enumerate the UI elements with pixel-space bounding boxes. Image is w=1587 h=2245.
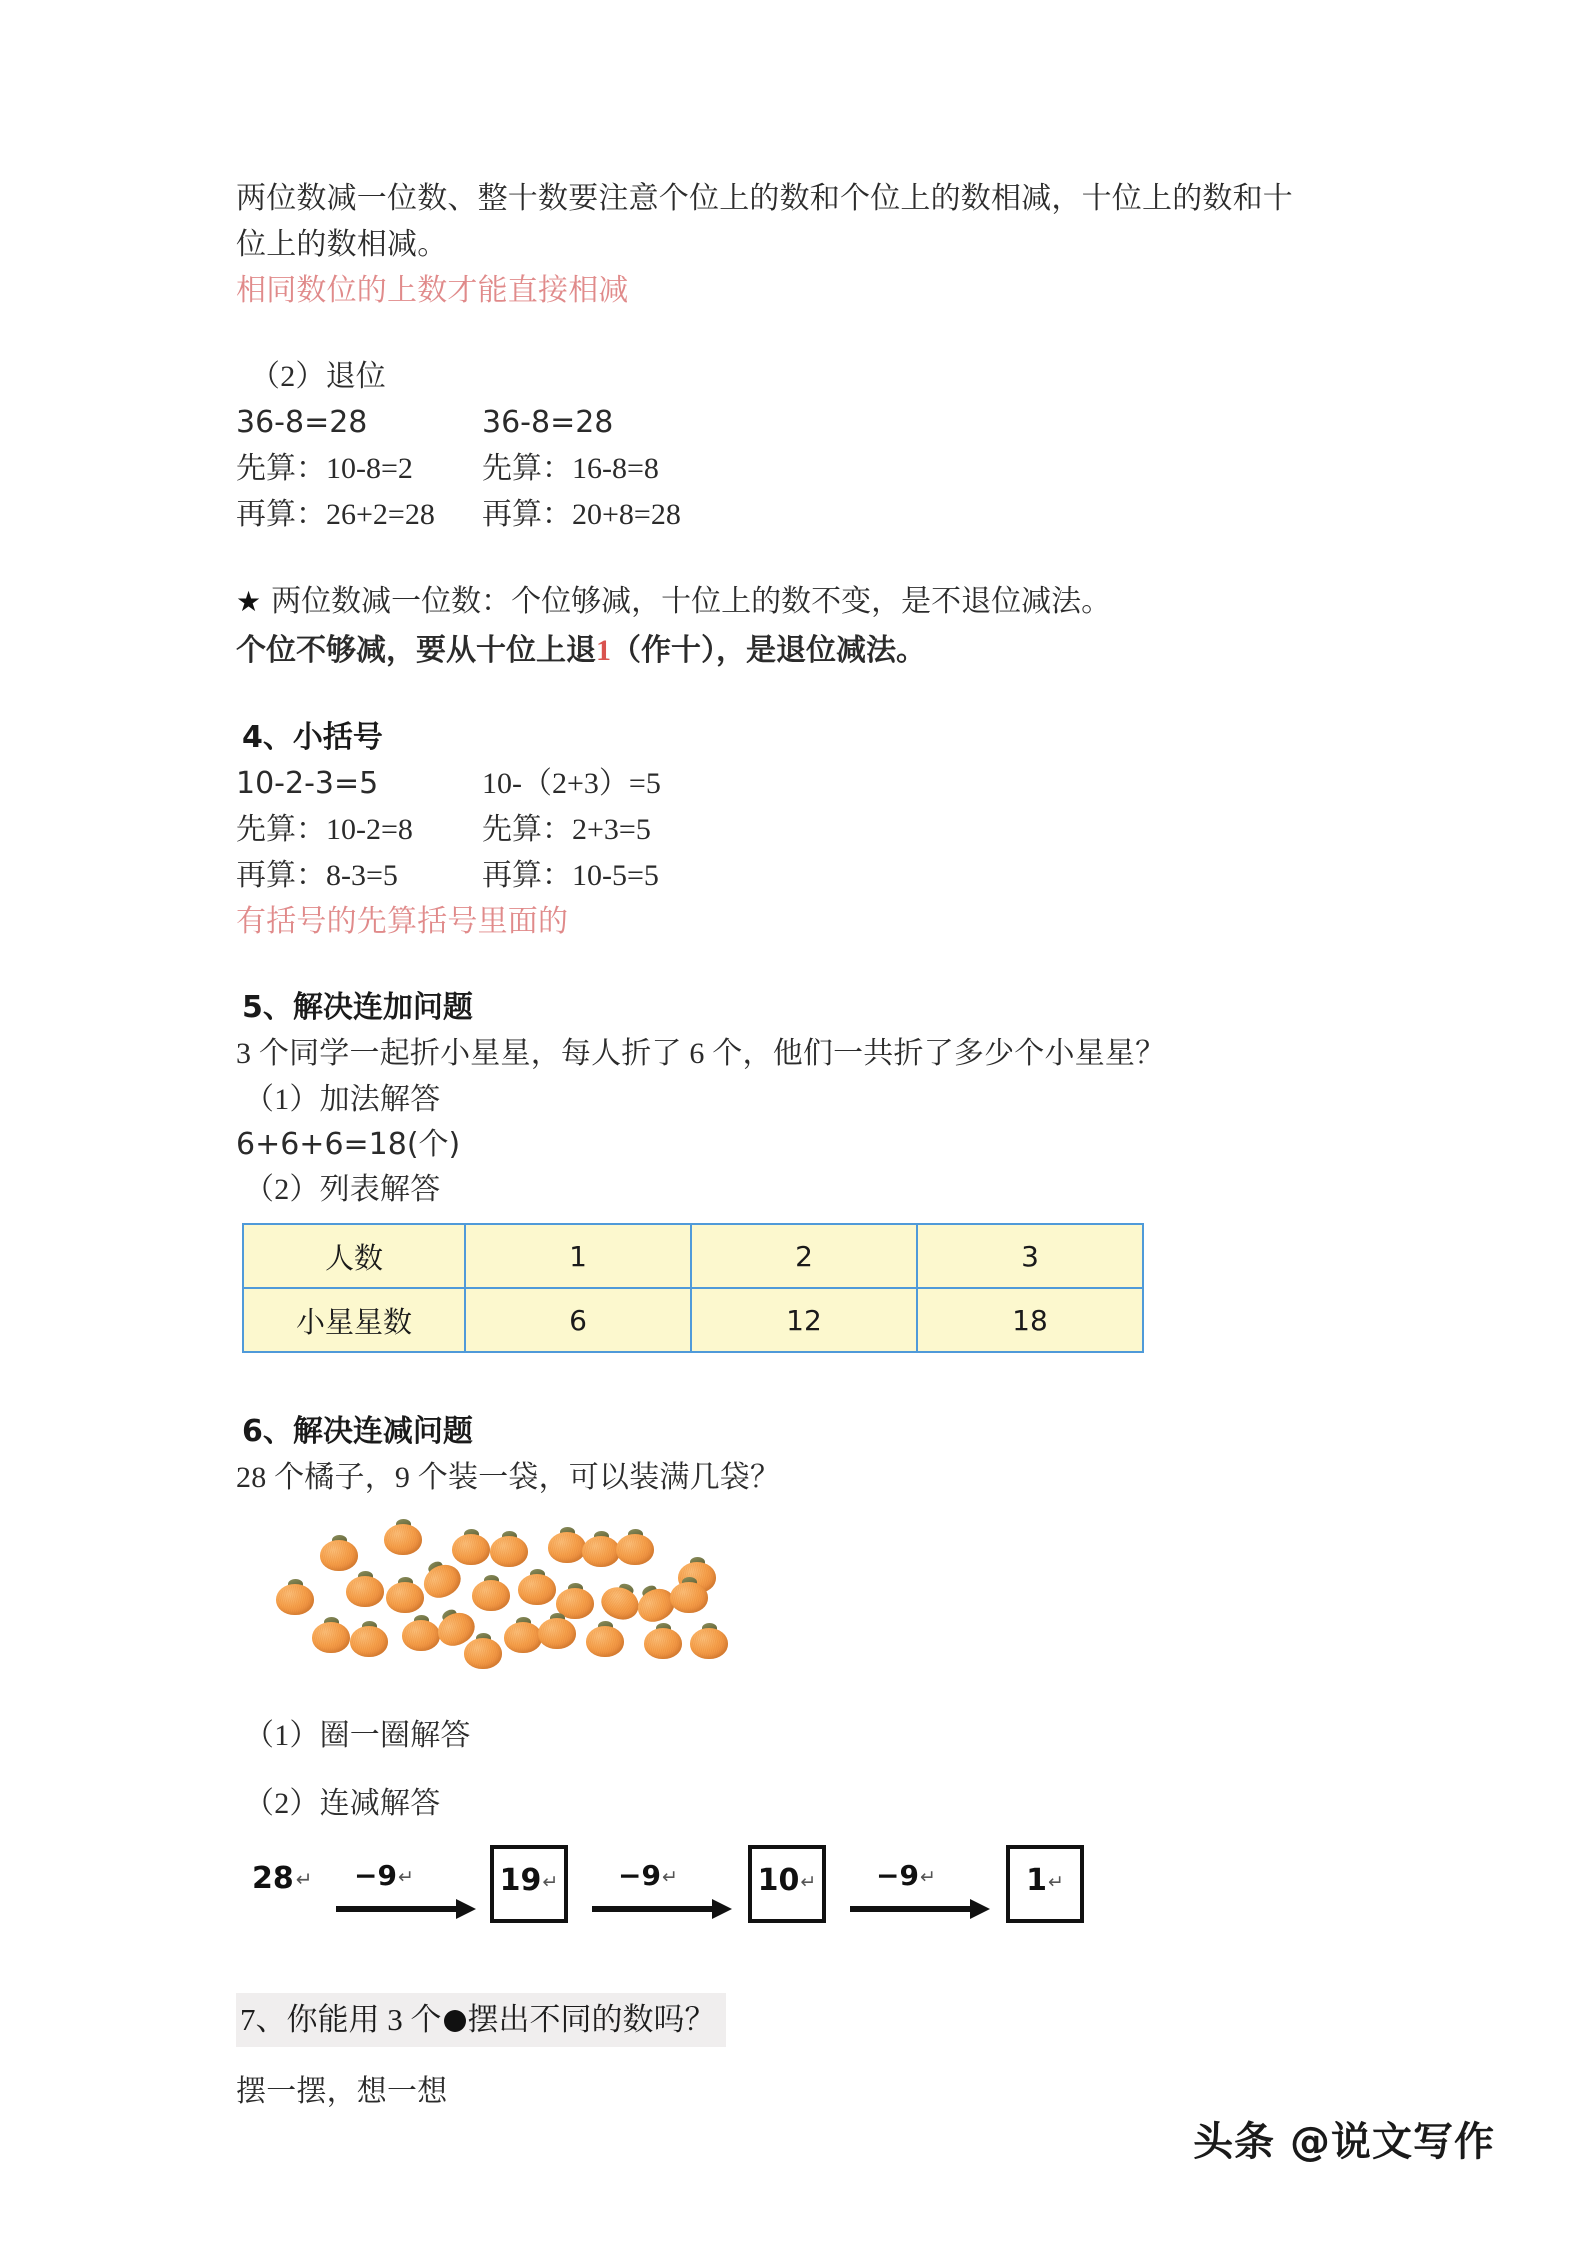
- section4-row: [236, 761, 1376, 807]
- flow-start-value: 28 ↵: [252, 1861, 313, 1896]
- flow-result-box: [748, 1845, 826, 1923]
- section7-heading-suffix: 摆出不同的数吗？: [467, 2002, 716, 2037]
- tuiwei-row: [236, 400, 1376, 446]
- spacer: [236, 538, 1376, 578]
- orange-icon: [586, 1621, 624, 1657]
- section6-heading: 6、解决连减问题: [242, 1414, 473, 1449]
- return-mark: ↵: [397, 1866, 414, 1888]
- spacer: [236, 675, 1376, 715]
- orange-icon: [518, 1569, 556, 1605]
- orange-icon: [386, 1577, 424, 1613]
- arrow-shaft: [850, 1906, 970, 1912]
- section5-question: 3 个同学一起折小星星，每人折了 6 个，他们一共折了多少个小星星？: [236, 1037, 1166, 1070]
- flow-operation-label: −9↵: [876, 1859, 936, 1892]
- spacer: [236, 2047, 1376, 2069]
- flow-operation-label: −9↵: [354, 1859, 414, 1892]
- star-icon: ★: [236, 587, 262, 618]
- tuiwei-row-left: 再算：26+2=28: [236, 498, 435, 531]
- flow-result-box: [490, 1845, 568, 1923]
- section5-sub2: （2）列表解答: [244, 1173, 441, 1206]
- arrow-shaft: [336, 1906, 456, 1912]
- section-tuiwei-heading: （2）退位: [250, 360, 386, 393]
- tuiwei-row-right: 36-8=28: [482, 405, 614, 440]
- orange-icon: [548, 1527, 586, 1563]
- spacer: [236, 1953, 1376, 1993]
- orange-icon: [644, 1623, 682, 1659]
- intro-line-1: 两位数减一位数、整十数要注意个位上的数和个位上的数相减，十位上的数和十: [236, 182, 1293, 215]
- table-cell: 6: [465, 1288, 691, 1352]
- return-mark: ↵: [661, 1866, 678, 1888]
- orange-icon: [616, 1529, 654, 1565]
- table-cell: 3: [917, 1224, 1143, 1288]
- flow-result-value: 19↵: [499, 1863, 559, 1898]
- spacer: [236, 314, 1376, 354]
- table-cell: 12: [691, 1288, 917, 1352]
- tuiwei-row-right: 先算：16-8=8: [482, 452, 659, 485]
- table-cell: 小星星数: [243, 1288, 465, 1352]
- document-content: [236, 176, 1376, 2115]
- orange-icon: [452, 1529, 490, 1565]
- tuiwei-row-left: 先算：10-8=2: [236, 452, 413, 485]
- orange-icon: [276, 1579, 314, 1615]
- tuiwei-row: [236, 492, 1376, 538]
- return-mark: ↵: [295, 1867, 313, 1891]
- intro-line-2: 位上的数相减。: [236, 228, 448, 261]
- spacer: [236, 1673, 1376, 1713]
- star-count-table: [242, 1223, 1144, 1353]
- flow-arrow: [850, 1899, 990, 1919]
- filled-circle-icon: [444, 2010, 466, 2032]
- star-note-red-line: [236, 627, 1376, 675]
- orange-icon: [670, 1577, 708, 1613]
- watermark: 头条 @说文写作: [1193, 2119, 1495, 2165]
- table-cell: 18: [917, 1288, 1143, 1352]
- section7-heading-wrap: [236, 1993, 1376, 2047]
- orange-icon: [538, 1613, 576, 1649]
- section5-equation: 6+6+6=18(个): [236, 1127, 461, 1162]
- section4-row-right: 再算：10-5=5: [482, 859, 659, 892]
- flow-result-box: [1006, 1845, 1084, 1923]
- section6-sub2: （2）连减解答: [244, 1787, 441, 1820]
- section4-red-note: 有括号的先算括号里面的: [236, 905, 569, 938]
- orange-icon: [472, 1575, 510, 1611]
- section4-row: [236, 853, 1376, 899]
- table-row: [243, 1288, 1143, 1352]
- spacer: [236, 945, 1376, 985]
- section4-row-right: 10-（2+3）=5: [482, 767, 661, 800]
- tuiwei-row-left: 36-8=28: [236, 405, 368, 440]
- star-note-line: [236, 578, 1376, 627]
- star-note-red-suffix: （作十），是退位减法。: [611, 634, 926, 667]
- section6-question: 28 个橘子，9 个装一袋，可以装满几袋？: [236, 1461, 781, 1494]
- star-note-red-prefix: 个位不够减，要从十位上退: [236, 634, 596, 667]
- spacer: [236, 1759, 1376, 1781]
- return-mark: ↵: [542, 1871, 559, 1893]
- section7-body: 摆一摆，想一想: [236, 2075, 448, 2108]
- section7-heading: [236, 1993, 726, 2047]
- return-mark: ↵: [800, 1871, 817, 1893]
- orange-icon: [490, 1531, 528, 1567]
- arrow-head-icon: [712, 1899, 732, 1919]
- star-note-red-number: 1: [596, 634, 611, 667]
- section4-row-right: 先算：2+3=5: [482, 813, 651, 846]
- flow-arrow: [336, 1899, 476, 1919]
- table-row: [243, 1224, 1143, 1288]
- table-cell: 1: [465, 1224, 691, 1288]
- arrow-head-icon: [970, 1899, 990, 1919]
- section4-row: [236, 807, 1376, 853]
- section5-sub1: （1）加法解答: [244, 1083, 441, 1116]
- orange-icon: [582, 1531, 620, 1567]
- tuiwei-row-right: 再算：20+8=28: [482, 498, 681, 531]
- orange-icon: [464, 1633, 502, 1669]
- orange-icon: [690, 1623, 728, 1659]
- table-cell: 2: [691, 1224, 917, 1288]
- flow-result-value: 10↵: [757, 1863, 817, 1898]
- tuiwei-row: [236, 446, 1376, 492]
- subtraction-flow-diagram: [246, 1833, 1246, 1953]
- flow-arrow: [592, 1899, 732, 1919]
- section5-heading: 5、解决连加问题: [242, 990, 473, 1025]
- section4-row-left: 10-2-3=5: [236, 766, 379, 801]
- intro-red-note: 相同数位的上数才能直接相减: [236, 274, 629, 307]
- orange-icon: [320, 1535, 358, 1571]
- return-mark: ↵: [919, 1866, 936, 1888]
- orange-icon: [504, 1617, 542, 1653]
- flow-result-value: 1↵: [1026, 1863, 1064, 1898]
- section4-heading: 4、小括号: [242, 720, 383, 755]
- orange-icon: [384, 1519, 422, 1555]
- table-cell: 人数: [243, 1224, 465, 1288]
- oranges-illustration: [246, 1513, 1246, 1673]
- arrow-head-icon: [456, 1899, 476, 1919]
- spacer: [236, 1353, 1376, 1409]
- section6-sub1: （1）圈一圈解答: [244, 1719, 471, 1752]
- return-mark: ↵: [1047, 1871, 1064, 1893]
- star-note-black-text: 两位数减一位数：个位够减，十位上的数不变，是不退位减法。: [271, 585, 1112, 618]
- arrow-shaft: [592, 1906, 712, 1912]
- flow-operation-label: −9↵: [618, 1859, 678, 1892]
- orange-icon: [312, 1617, 350, 1653]
- orange-icon: [350, 1621, 388, 1657]
- section7-heading-prefix: 7、你能用 3 个: [240, 2002, 442, 2037]
- orange-icon: [346, 1571, 384, 1607]
- section4-row-left: 先算：10-2=8: [236, 813, 413, 846]
- section4-row-left: 再算：8-3=5: [236, 859, 398, 892]
